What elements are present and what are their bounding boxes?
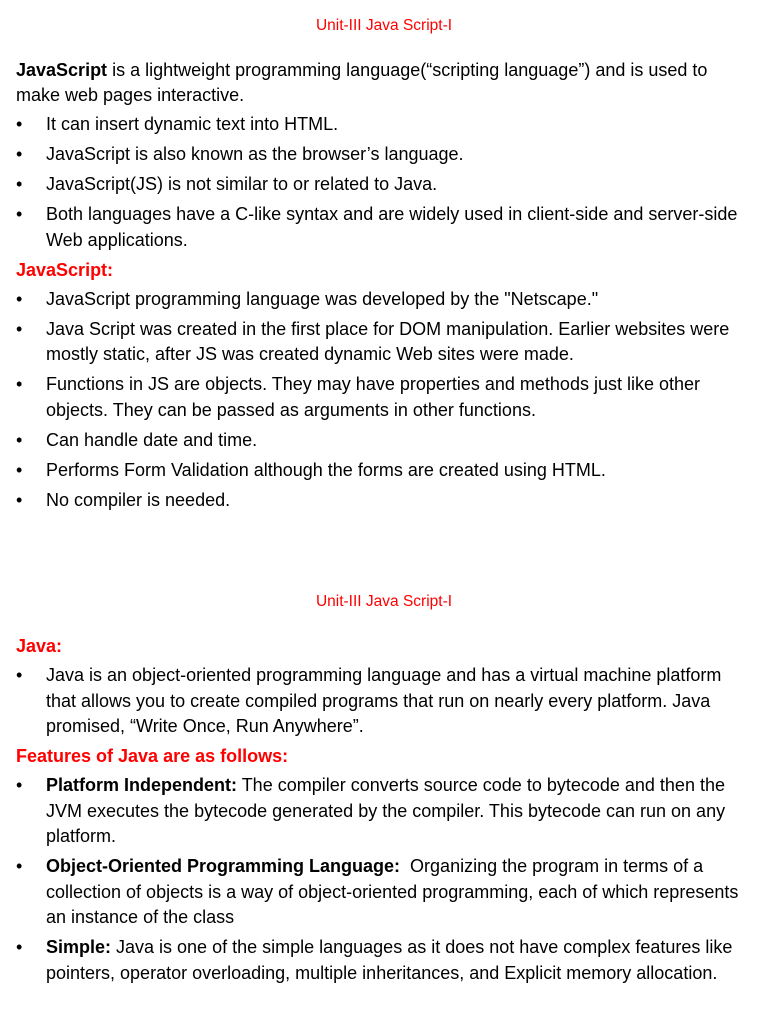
section-title: JavaScript:: [16, 259, 114, 280]
list-item: • Performs Form Validation although the forms are created using HTML.: [0, 458, 768, 484]
feature-term: Object-Oriented Programming Language:: [46, 856, 401, 876]
bullet-icon: •: [16, 775, 23, 795]
bullet-icon: •: [16, 459, 23, 480]
bullet-icon: •: [16, 937, 23, 957]
bullet-icon: •: [16, 374, 23, 394]
bullet-icon: •: [16, 114, 23, 134]
feature-text: Organizing the program in terms of a collection of objects is a way of object-oriented programming, each of which represents an instance of the class: [46, 856, 744, 927]
list-item: [0, 854, 768, 931]
section-title: Java:: [16, 636, 63, 656]
features-bullet-list: [0, 773, 768, 986]
list-item: • Both languages have a C-like syntax and are widely used in client-side and server-side Web applications.: [16, 204, 738, 250]
list-item: • Java is an object-oriented programming language and has a virtual machine platform that allows you to create compiled programs that run on nearly every platform. Java promised, “Write Once, Run Anywhere”.: [16, 665, 722, 736]
list-item: • It can insert dynamic text into HTML.: [0, 112, 768, 138]
list-item: • Can handle date and time.: [0, 428, 768, 454]
slide-header: Unit-III Java Script-I: [315, 593, 453, 610]
list-item: • No compiler is needed.: [0, 488, 768, 514]
section-title: Features of Java are as follows:: [16, 746, 289, 766]
list-item: [0, 773, 768, 850]
bullet-icon: •: [16, 429, 23, 450]
list-item: • JavaScript is also known as the browser’s language.: [0, 142, 768, 168]
feature-text: Java is one of the simple languages as it does not have complex features like pointers, operator overloading, multiple inheritances, and Explicit memory allocation.: [46, 937, 733, 983]
slide-header: Unit-III Java Script-I: [315, 17, 453, 34]
intro-text: is a lightweight programming language(“scripting language”) and is used to make web pages interactive.: [16, 60, 708, 105]
list-item: • JavaScript programming language was developed by the "Netscape.": [0, 287, 768, 313]
java-bullet-list: [0, 663, 768, 740]
javascript-bullet-list: [0, 287, 768, 514]
feature-text: The compiler converts source code to bytecode and then the JVM executes the bytecode generated by the compiler. This bytecode can run on any platform.: [46, 775, 726, 846]
intro-bullet-list: [0, 112, 768, 253]
list-item: • JavaScript(JS) is not similar to or related to Java.: [0, 172, 768, 198]
bullet-icon: •: [16, 288, 23, 309]
slide-1: [0, 16, 768, 518]
feature-term: Simple:: [46, 937, 112, 957]
bullet-icon: •: [16, 144, 23, 164]
bullet-icon: •: [16, 174, 23, 194]
bullet-icon: •: [16, 489, 23, 510]
intro-paragraph: [0, 58, 768, 108]
slide-2: [0, 592, 768, 991]
feature-term: Platform Independent:: [46, 775, 238, 795]
bullet-icon: •: [16, 856, 23, 876]
list-item: • Java Script was created in the first place for DOM manipulation. Earlier websites were mostly static, after JS was created dynamic Web sites were made.: [16, 318, 730, 364]
bullet-icon: •: [16, 665, 23, 685]
list-item: [0, 935, 768, 986]
intro-term: JavaScript: [16, 60, 108, 80]
bullet-icon: •: [16, 204, 23, 224]
list-item: • Functions in JS are objects. They may have properties and methods just like other objects. They can be passed as arguments in other functions.: [16, 374, 701, 420]
bullet-icon: •: [16, 318, 23, 339]
